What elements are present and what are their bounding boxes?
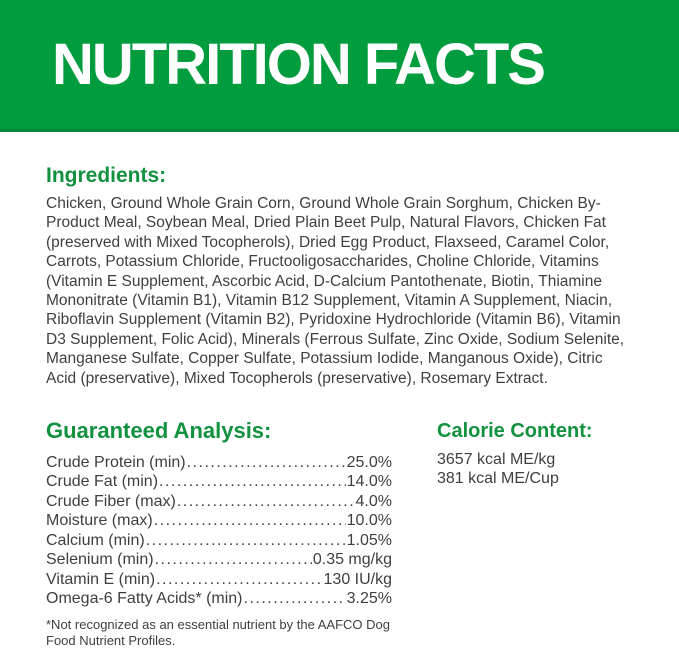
page-title: NUTRITION FACTS [52, 32, 544, 97]
analysis-and-calories [46, 418, 635, 649]
dotted-leader [156, 570, 322, 589]
analysis-row-value: 130 IU/kg [323, 570, 392, 588]
analysis-row-label: Vitamin E (min) [46, 570, 156, 588]
analysis-row-value: 1.05% [346, 531, 392, 549]
dotted-leader [244, 589, 346, 608]
ingredients-heading: Ingredients: [46, 164, 167, 187]
analysis-row-label: Crude Fat (min) [46, 473, 159, 491]
analysis-row-value: 10.0% [346, 512, 392, 530]
aafco-footnote: *Not recognized as an essential nutrient by the AAFCO Dog Food Nutrient Profiles. [46, 617, 390, 649]
ingredients-text: Chicken, Ground Whole Grain Corn, Ground Whole Grain Sorghum, Chicken By-Product Meal, Soybean Meal, Dried Plain Beet Pulp, Natural Flavors, Chicken Fat (preserved with Mixed Tocopherols), Dried Egg Product, Flaxseed, Caramel Color, Carrots, Potassium Chloride, Fructooligosaccharides, Choline Chloride, Vitamins (Vitamin E Supplement, Ascorbic Acid, D-Calcium Pantothenate, Biotin, Thiamine Mononitrate (Vitamin B1), Vitamin B12 Supplement, Vitamin A Supplement, Niacin, Riboflavin Supplement (Vitamin B2), Pyridoxine Hydrochloride (Vitamin B6), Vitamin D3 Supplement, Folic Acid), Minerals (Ferrous Sulfate, Zinc Oxide, Sodium Selenite, Manganese Sulfate, Copper Sulfate, Potassium Iodide, Manganous Oxide), Citric Acid (preservative), Mixed Tocopherols (preservative), Rosemary Extract. [46, 195, 625, 387]
analysis-row [46, 492, 392, 511]
analysis-row-value: 25.0% [346, 454, 392, 472]
calorie-per-kg: 3657 kcal ME/kg [437, 451, 556, 469]
analysis-row-label: Crude Protein (min) [46, 454, 186, 472]
dotted-leader [159, 472, 346, 491]
dotted-leader [155, 550, 312, 569]
analysis-row-value: 14.0% [346, 473, 392, 491]
analysis-row [46, 511, 392, 530]
analysis-row-value: 3.25% [346, 589, 392, 607]
analysis-row-label: Selenium (min) [46, 551, 154, 569]
dotted-leader [177, 492, 355, 511]
label-body [0, 164, 679, 649]
analysis-row-label: Moisture (max) [46, 512, 153, 530]
analysis-row [46, 453, 392, 472]
calorie-content-heading: Calorie Content: [437, 420, 593, 443]
nutrition-facts-banner [0, 0, 679, 132]
analysis-row [46, 589, 392, 608]
dotted-leader [146, 531, 346, 550]
dotted-leader [154, 511, 346, 530]
analysis-row [46, 531, 392, 550]
analysis-row-label: Calcium (min) [46, 531, 145, 549]
analysis-row-value: 0.35 mg/kg [312, 551, 392, 569]
guaranteed-analysis-section [46, 418, 392, 649]
dotted-leader [187, 453, 346, 472]
analysis-row [46, 570, 392, 589]
calorie-per-cup: 381 kcal ME/Cup [437, 470, 559, 488]
analysis-row [46, 550, 392, 569]
analysis-row-label: Omega-6 Fatty Acids* (min) [46, 589, 243, 607]
analysis-row-label: Crude Fiber (max) [46, 492, 176, 510]
analysis-row-value: 4.0% [355, 492, 392, 510]
calorie-content-section [437, 418, 593, 649]
analysis-row [46, 472, 392, 491]
guaranteed-analysis-heading: Guaranteed Analysis: [46, 418, 272, 444]
